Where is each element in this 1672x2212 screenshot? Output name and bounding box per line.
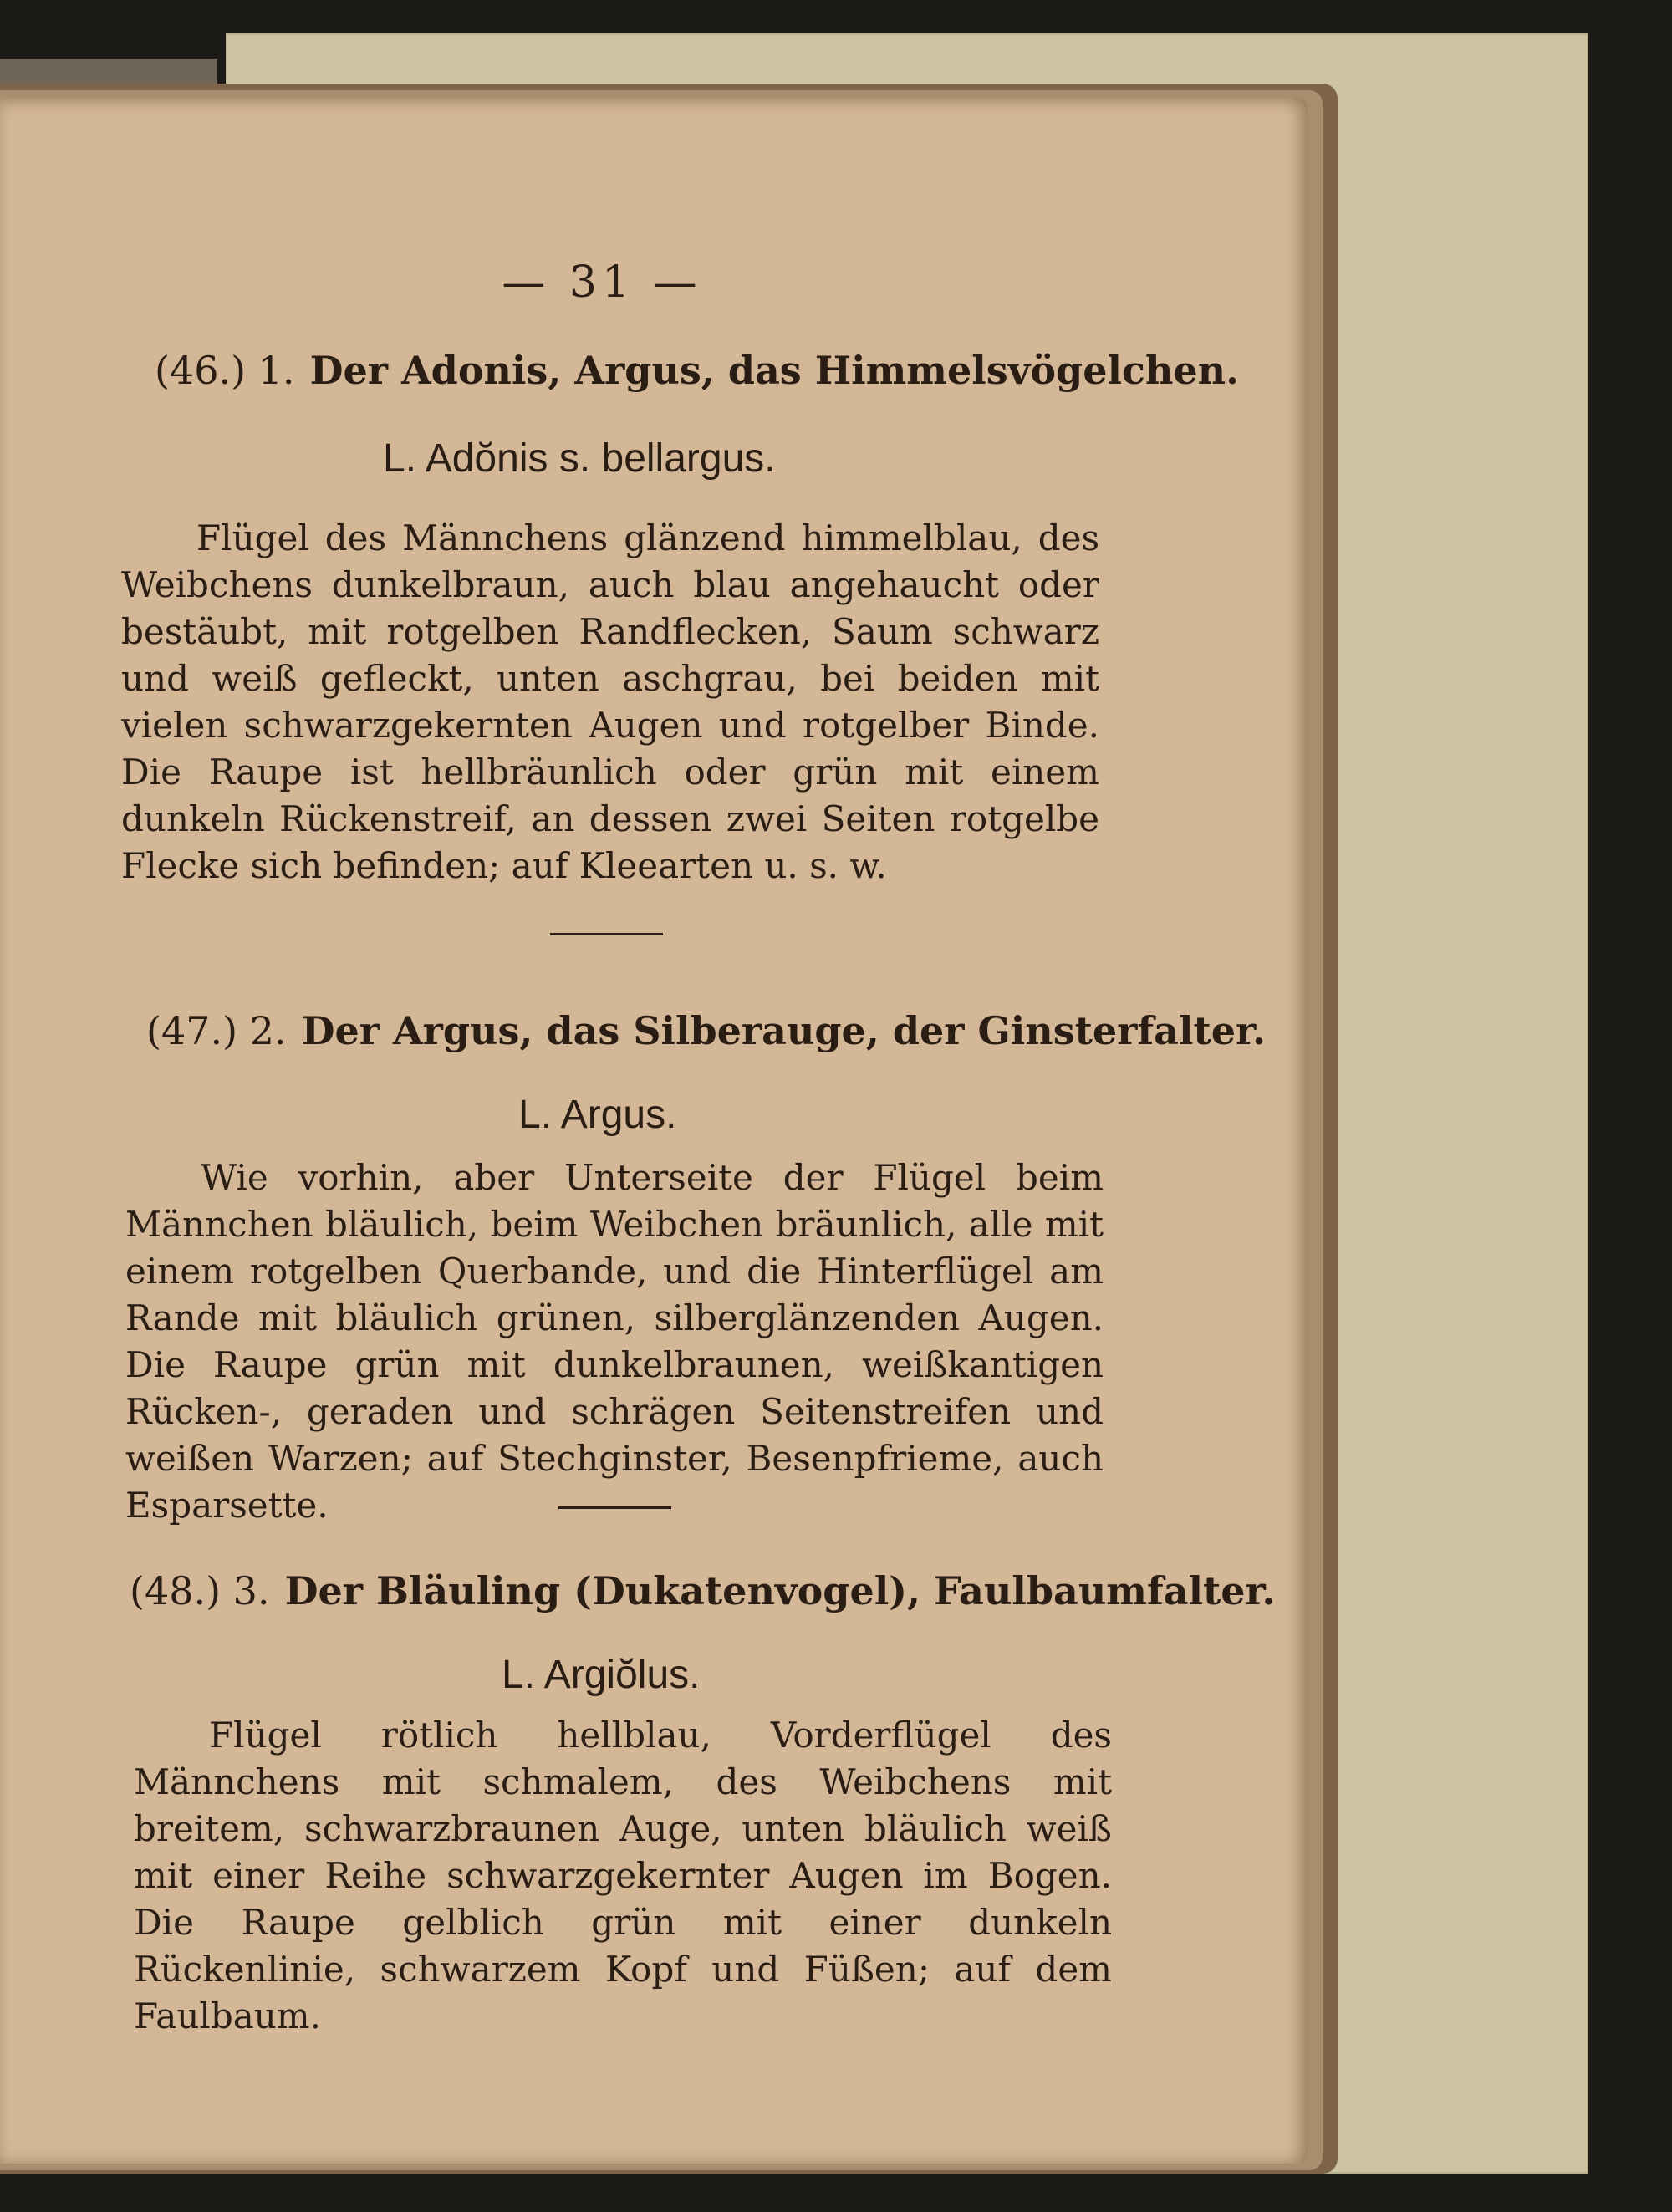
entry-description: Wie vorhin, aber Unterseite der Flügel beim Männchen bläulich, beim Weibchen bräunlich, alle mit einem rotgelben Querbande, und die Hinterflügel am Rande mit bläulich grünen, silberglänzenden Augen. Die Raupe grün mit dunkelbraunen, weißkantigen Rücken-, geraden und schrägen Seitenstreifen und weißen Warzen; auf Stechginster, Besenpfrieme, auch Esparsette. bbox=[125, 1157, 1104, 1526]
entry-description: Flügel des Männchens glänzend himmelblau, des Weibchens dunkelbraun, auch blau angehaucht oder bestäubt, mit rotgelben Randflecken, Saum schwarz und weiß gefleckt, unten aschgrau, bei beiden mit vielen schwarzgekernten Augen und rotgelber Binde. Die Raupe ist hellbräunlich oder grün mit einem dunkeln Rückenstreif, an dessen zwei Seiten rotgelbe Flecke sich befinden; auf Kleearten u. s. w. bbox=[121, 517, 1099, 886]
page-number: — 31 — bbox=[502, 257, 702, 308]
section-divider bbox=[558, 1506, 671, 1509]
entry-heading bbox=[130, 1568, 1276, 1613]
page-content bbox=[0, 97, 1308, 2164]
entry-number: (47.) 2. bbox=[146, 1008, 287, 1053]
entry-number: (46.) 1. bbox=[155, 348, 295, 393]
entry-title: Der Adonis, Argus, das Himmelsvögelchen. bbox=[309, 348, 1240, 393]
entry-title: Der Bläuling (Dukatenvogel), Faulbaumfalter. bbox=[284, 1568, 1276, 1613]
entry-heading bbox=[155, 348, 1240, 393]
entry-number: (48.) 3. bbox=[130, 1568, 270, 1613]
latin-name: L. Argiŏlus. bbox=[502, 1653, 701, 1697]
entry-title: Der Argus, das Silberauge, der Ginsterfalter. bbox=[301, 1008, 1266, 1053]
latin-name: L. Adŏnis s. bellargus. bbox=[383, 436, 776, 481]
section-divider bbox=[550, 933, 663, 935]
book-page bbox=[0, 97, 1308, 2164]
entry-heading bbox=[146, 1008, 1266, 1053]
entry-description: Flügel rötlich hellblau, Vorderflügel des Männchens mit schmalem, des Weibchens mit breitem, schwarzbraunen Auge, unten bläulich weiß mit einer Reihe schwarzgekernter Augen im Bogen. Die Raupe gelblich grün mit einer dunkeln Rückenlinie, schwarzem Kopf und Füßen; auf dem Faulbaum. bbox=[134, 1715, 1112, 2036]
latin-name: L. Argus. bbox=[518, 1093, 677, 1137]
